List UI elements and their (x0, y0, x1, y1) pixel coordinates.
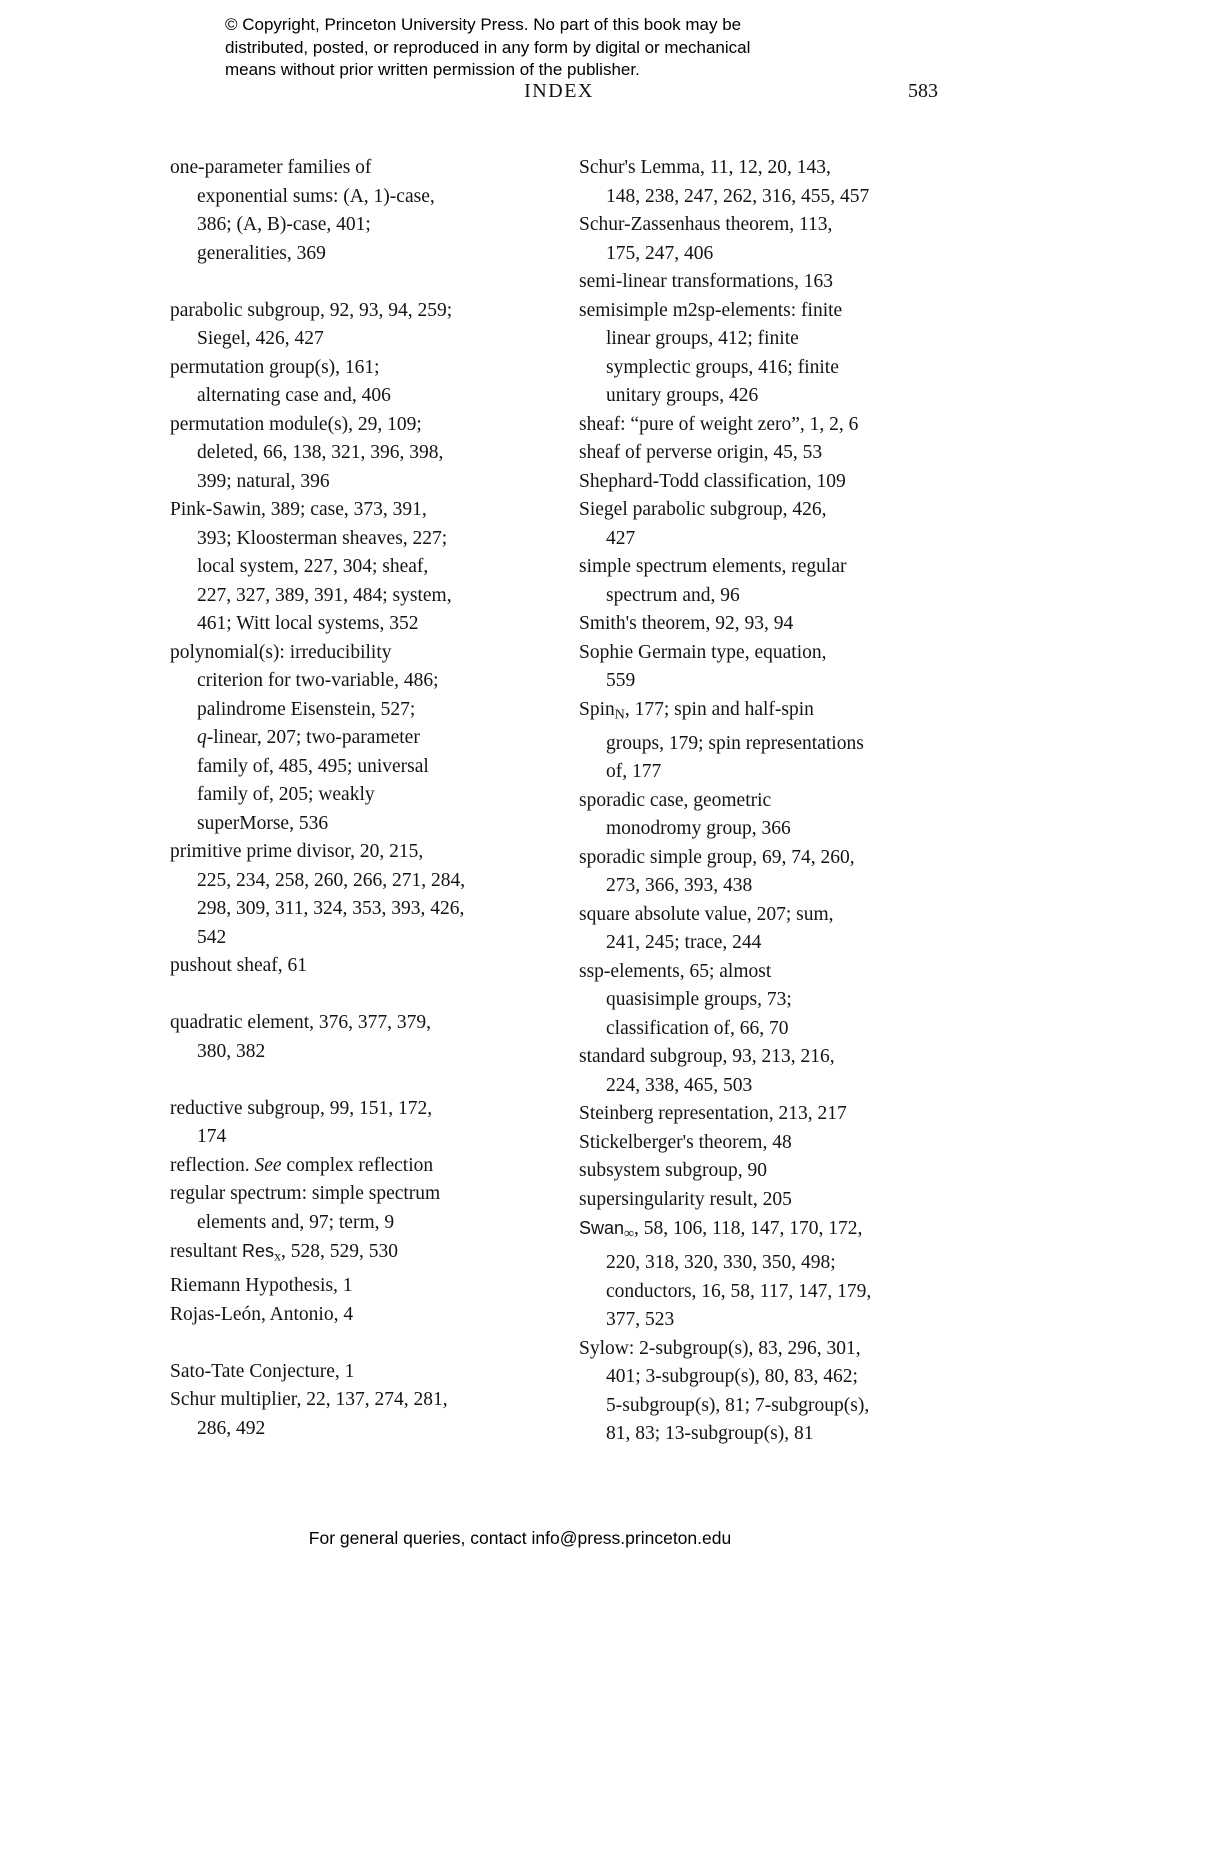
index-entry-line: alternating case and, 406 (197, 385, 391, 406)
index-entry (579, 496, 962, 553)
index-entry-line: generalities, 369 (197, 242, 326, 264)
index-entry (579, 211, 962, 268)
index-entry-line: exponential sums: (A, 1)-case, (197, 185, 435, 207)
index-group (170, 1095, 553, 1330)
index-entry-line: Rojas-León, Antonio, 4 (170, 1303, 354, 1325)
index-entry (579, 268, 962, 297)
index-entry-line: classification of, 66, 70 (606, 1017, 789, 1039)
text-run: , 58, 106, 118, 147, 170, 172, (634, 1218, 863, 1239)
footer-contact: For general queries, contact info@press.princeton.edu (308, 1528, 732, 1548)
text-run: , 177; spin and half-spin (624, 698, 814, 720)
index-entry-line: 225, 234, 258, 260, 266, 271, 284, (197, 869, 466, 891)
index-entry-line: elements and, 97; term, 9 (197, 1211, 395, 1233)
index-entry (170, 496, 553, 639)
index-entry-line: permutation group(s), 161; (170, 356, 380, 378)
index-entry (170, 297, 553, 354)
index-entry (170, 411, 553, 497)
index-entry (579, 787, 962, 844)
index-entry (170, 1237, 553, 1272)
index-entry-line: 241, 245; trace, 244 (606, 932, 762, 953)
index-entry-line: linear groups, 412; finite (606, 328, 799, 349)
index-entry-line: Schur multiplier, 22, 137, 274, 281, (170, 1389, 448, 1410)
styled-text-run: x (274, 1249, 282, 1265)
index-entry-line: Sophie Germain type, equation, (579, 641, 827, 663)
index-entry (579, 439, 962, 468)
index-entry (579, 696, 962, 787)
index-entry-line: 81, 83; 13-subgroup(s), 81 (606, 1423, 814, 1444)
index-entry-line: one-parameter families of (170, 157, 372, 178)
index-columns (170, 154, 962, 1449)
index-entry-line: 401; 3-subgroup(s), 80, 83, 462; (606, 1366, 858, 1387)
index-entry-line: sporadic case, geometric (579, 789, 772, 811)
index-entry (170, 1095, 553, 1152)
index-entry-line: standard subgroup, 93, 213, 216, (579, 1046, 835, 1067)
index-entry-line: Shephard-Todd classification, 109 (579, 470, 846, 492)
index-entry-line: 273, 366, 393, 438 (606, 875, 753, 896)
index-entry-line: 386; (A, B)-case, 401; (197, 214, 371, 235)
copyright-line: © Copyright, Princeton University Press. No part of this book may be (225, 15, 742, 34)
index-entry-line: Smith's theorem, 92, 93, 94 (579, 613, 794, 634)
index-entry (579, 297, 962, 411)
index-entry-line: Riemann Hypothesis, 1 (170, 1275, 353, 1296)
index-entry-line: 286, 492 (197, 1417, 266, 1439)
index-left-column (170, 154, 553, 1449)
index-entry-line: criterion for two-variable, 486; (197, 670, 439, 691)
index-entry (579, 553, 962, 610)
index-entry-line: 227, 327, 389, 391, 484; system, (197, 584, 452, 606)
index-entry-line: supersingularity result, 205 (579, 1188, 792, 1210)
index-entry-line: sheaf: “pure of weight zero”, 1, 2, 6 (579, 413, 859, 435)
index-entry-line: sheaf of perverse origin, 45, 53 (579, 442, 823, 463)
text-run: reflection. (170, 1154, 255, 1176)
index-entry (170, 1152, 553, 1181)
index-entry-line: 174 (197, 1126, 227, 1147)
page-number: 583 (908, 80, 938, 102)
index-entry (579, 468, 962, 497)
index-entry-line (170, 1237, 553, 1272)
index-entry-line: square absolute value, 207; sum, (579, 903, 834, 925)
index-entry-line: quasisimple groups, 73; (606, 989, 792, 1010)
index-entry (170, 1301, 553, 1330)
copyright-line: means without prior written permission of the publisher. (225, 60, 640, 79)
index-entry-line: 380, 382 (197, 1040, 266, 1062)
index-entry (579, 958, 962, 1044)
styled-text-run: q (197, 727, 207, 748)
index-entry (579, 1214, 962, 1335)
index-entry-line: pushout sheaf, 61 (170, 955, 308, 976)
index-group (170, 1009, 553, 1066)
index-entry-line (579, 696, 962, 730)
index-entry (170, 1386, 553, 1443)
index-entry (170, 639, 553, 839)
copyright-notice (225, 14, 750, 82)
index-entry-line: groups, 179; spin representations (606, 732, 864, 754)
index-entry (579, 639, 962, 696)
index-entry (579, 154, 962, 211)
index-entry-line (170, 724, 553, 753)
index-entry-line: 5-subgroup(s), 81; 7-subgroup(s), (606, 1394, 870, 1416)
index-entry (170, 1272, 553, 1301)
index-entry-line: family of, 205; weakly (197, 784, 375, 805)
index-entry-line: palindrome Eisenstein, 527; (197, 698, 416, 720)
index-entry (579, 1100, 962, 1129)
index-entry (170, 952, 553, 981)
index-entry (579, 1335, 962, 1449)
index-entry (170, 154, 553, 268)
index-entry-line: reductive subgroup, 99, 151, 172, (170, 1097, 433, 1119)
index-entry-line: 427 (606, 527, 636, 549)
index-entry-line: Pink-Sawin, 389; case, 373, 391, (170, 499, 427, 520)
index-entry (579, 1043, 962, 1100)
text-run: , 528, 529, 530 (281, 1241, 399, 1262)
index-entry-line: Sylow: 2-subgroup(s), 83, 296, 301, (579, 1337, 861, 1359)
page-header (170, 80, 948, 106)
index-entry-line: semi-linear transformations, 163 (579, 271, 833, 292)
index-entry-line: 377, 523 (606, 1309, 675, 1330)
index-entry-line: of, 177 (606, 761, 662, 782)
index-group (170, 1358, 553, 1444)
index-entry (170, 354, 553, 411)
index-entry-line: Schur's Lemma, 11, 12, 20, 143, (579, 157, 831, 178)
styled-text-run: Res (242, 1241, 275, 1261)
index-group (579, 154, 962, 1449)
styled-text-run: N (614, 707, 625, 722)
index-entry (170, 1009, 553, 1066)
index-entry (170, 1180, 553, 1237)
index-entry (579, 610, 962, 639)
index-entry-line: parabolic subgroup, 92, 93, 94, 259; (170, 299, 453, 321)
index-entry-line: Steinberg representation, 213, 217 (579, 1103, 847, 1124)
styled-text-run: ∞ (624, 1226, 635, 1242)
index-entry-line: 220, 318, 320, 330, 350, 498; (606, 1252, 836, 1273)
index-entry-line: Stickelberger's theorem, 48 (579, 1131, 792, 1153)
index-entry-line: 559 (606, 670, 636, 691)
index-entry-line: 148, 238, 247, 262, 316, 455, 457 (606, 185, 870, 207)
text-run: resultant (170, 1241, 243, 1262)
index-group (170, 154, 553, 268)
index-entry-line (579, 1214, 962, 1249)
index-entry-line: regular spectrum: simple spectrum (170, 1183, 441, 1204)
index-entry-line: subsystem subgroup, 90 (579, 1160, 767, 1181)
index-entry-line: Sato-Tate Conjecture, 1 (170, 1360, 355, 1382)
index-entry (579, 1186, 962, 1215)
styled-text-run: Swan (579, 1218, 625, 1238)
index-entry-line: 298, 309, 311, 324, 353, 393, 426, (197, 898, 465, 919)
index-entry-line: superMorse, 536 (197, 812, 329, 834)
index-entry-line (170, 1152, 553, 1181)
index-entry-line: semisimple m2sp-elements: finite (579, 299, 843, 321)
index-entry-line: polynomial(s): irreducibility (170, 641, 392, 663)
index-entry-line: family of, 485, 495; universal (197, 755, 429, 777)
index-entry-line: spectrum and, 96 (606, 584, 740, 606)
index-entry-line: Schur-Zassenhaus theorem, 113, (579, 214, 833, 235)
index-entry-line: unitary groups, 426 (606, 385, 759, 406)
index-entry-line: primitive prime divisor, 20, 215, (170, 841, 424, 862)
index-group (170, 297, 553, 981)
index-entry-line: deleted, 66, 138, 321, 396, 398, (197, 442, 444, 463)
index-entry-line: 175, 247, 406 (606, 242, 714, 264)
index-entry-line: monodromy group, 366 (606, 818, 791, 839)
index-entry-line: 542 (197, 926, 227, 948)
styled-text-run: See (254, 1154, 282, 1176)
index-entry (579, 901, 962, 958)
text-run: Spin (579, 698, 615, 720)
index-entry (579, 411, 962, 440)
index-entry (579, 1157, 962, 1186)
index-entry-line: symplectic groups, 416; finite (606, 356, 839, 378)
index-entry-line: 224, 338, 465, 503 (606, 1074, 753, 1096)
index-entry-line: ssp-elements, 65; almost (579, 960, 772, 982)
index-entry (170, 838, 553, 952)
page-title: INDEX (524, 80, 594, 102)
index-entry-line: 461; Witt local systems, 352 (197, 613, 419, 634)
index-entry-line: permutation module(s), 29, 109; (170, 413, 422, 435)
copyright-line: distributed, posted, or reproduced in any form by digital or mechanical (225, 37, 751, 57)
text-run: complex reflection (281, 1154, 434, 1176)
index-entry (579, 844, 962, 901)
index-entry-line: 399; natural, 396 (197, 470, 330, 492)
index-entry (579, 1129, 962, 1158)
index-entry-line: Siegel, 426, 427 (197, 328, 324, 349)
text-run: -linear, 207; two-parameter (206, 727, 420, 748)
index-entry-line: local system, 227, 304; sheaf, (197, 556, 429, 577)
index-entry-line: sporadic simple group, 69, 74, 260, (579, 846, 855, 868)
index-entry-line: quadratic element, 376, 377, 379, (170, 1012, 432, 1033)
index-entry-line: Siegel parabolic subgroup, 426, (579, 499, 827, 520)
index-entry-line: 393; Kloosterman sheaves, 227; (197, 527, 448, 549)
index-right-column (579, 154, 962, 1449)
index-entry (170, 1358, 553, 1387)
index-entry-line: simple spectrum elements, regular (579, 556, 847, 577)
index-entry-line: conductors, 16, 58, 117, 147, 179, (606, 1280, 872, 1302)
